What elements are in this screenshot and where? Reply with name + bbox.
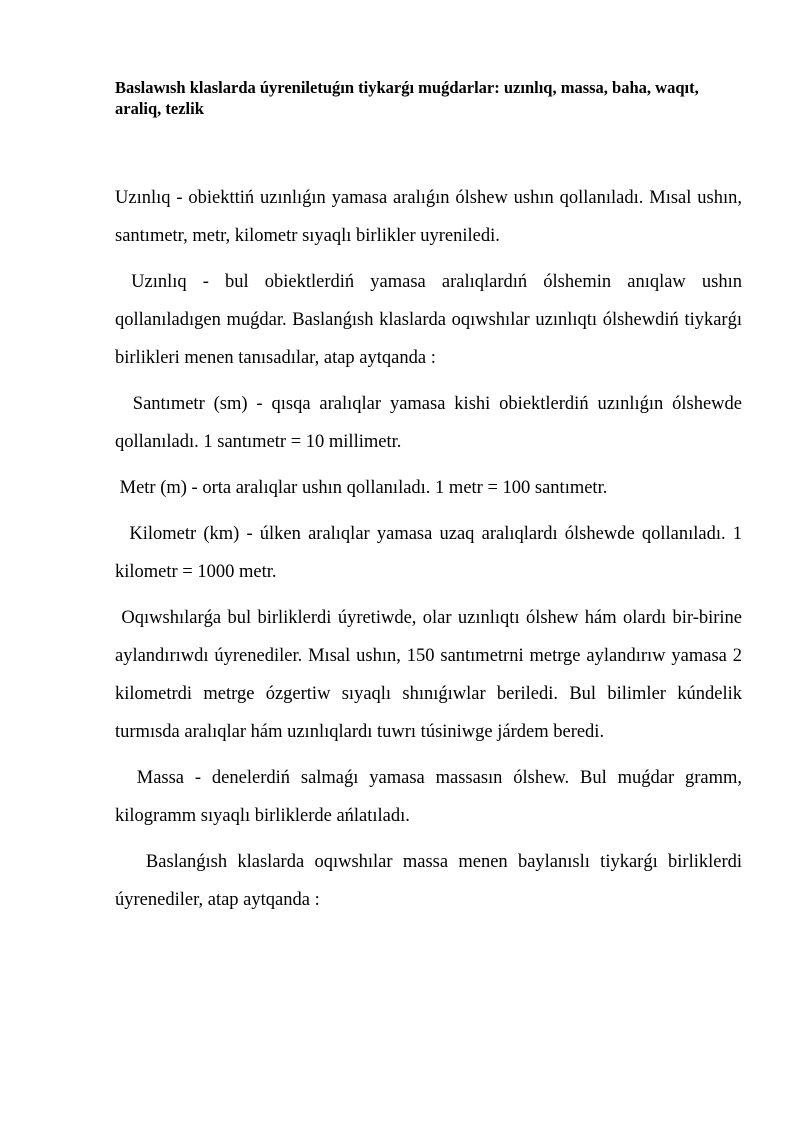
- paragraph-length-units-intro: Uzınlıq - bul obiektlerdiń yamasa aralıqlardıń ólshemin anıqlaw ushın qollanıladıgen muǵdar. Baslanǵısh klaslarda oqıwshılar uzınlıqtı ólshewdiń tiykarǵı birlikleri menen tanısadılar, atap aytqanda :: [115, 272, 747, 368]
- document-body: [115, 179, 747, 919]
- paragraph-length-definition: Uzınlıq - obiekttiń uzınlıǵın yamasa aralıǵın ólshew ushın qollanıladı. Mısal ushın, santımetr, metr, kilometr sıyaqlı birlikler uyreniledi.: [115, 188, 747, 246]
- paragraph-centimeter: Santımetr (sm) - qısqa aralıqlar yamasa kishi obiektlerdiń uzınlıǵın ólshewde qollanıladı. 1 santımetr = 10 millimetr.: [115, 394, 747, 452]
- paragraph-meter: Metr (m) - orta aralıqlar ushın qollanıladı. 1 metr = 100 santımetr.: [115, 478, 608, 498]
- document-page: [115, 0, 747, 927]
- paragraph-unit-conversion: Oqıwshılarǵa bul birliklerdi úyretiwde, olar uzınlıqtı ólshew hám olardı bir-birine aylandırıwdı úyrenediler. Mısal ushın, 150 santımetrni metrge aylandırıw yamasa 2 kilometrdi metrge ózgertiw sıyaqlı shınıǵıwlar beriledi. Bul bilimler kúndelik turmısda aralıqlar hám uzınlıqlardı tuwrı túsiniwge járdem beredi.: [115, 608, 747, 742]
- paragraph-mass-units-intro: Baslanǵısh klaslarda oqıwshılar massa menen baylanıslı tiykarǵı birliklerdi úyrenediler, atap aytqanda :: [115, 852, 747, 910]
- paragraph-mass-definition: Massa - denelerdiń salmaǵı yamasa massasın ólshew. Bul muǵdar gramm, kilogramm sıyaqlı birliklerde ańlatıladı.: [115, 768, 747, 826]
- document-title: Baslawısh klaslarda úyreniletuǵın tiykarǵı muǵdarlar: uzınlıq, massa, baha, waqıt, araliq, tezlik: [115, 78, 699, 118]
- paragraph-kilometer: Kilometr (km) - úlken aralıqlar yamasa uzaq aralıqlardı ólshewde qollanıladı. 1 kilometr = 1000 metr.: [115, 524, 747, 582]
